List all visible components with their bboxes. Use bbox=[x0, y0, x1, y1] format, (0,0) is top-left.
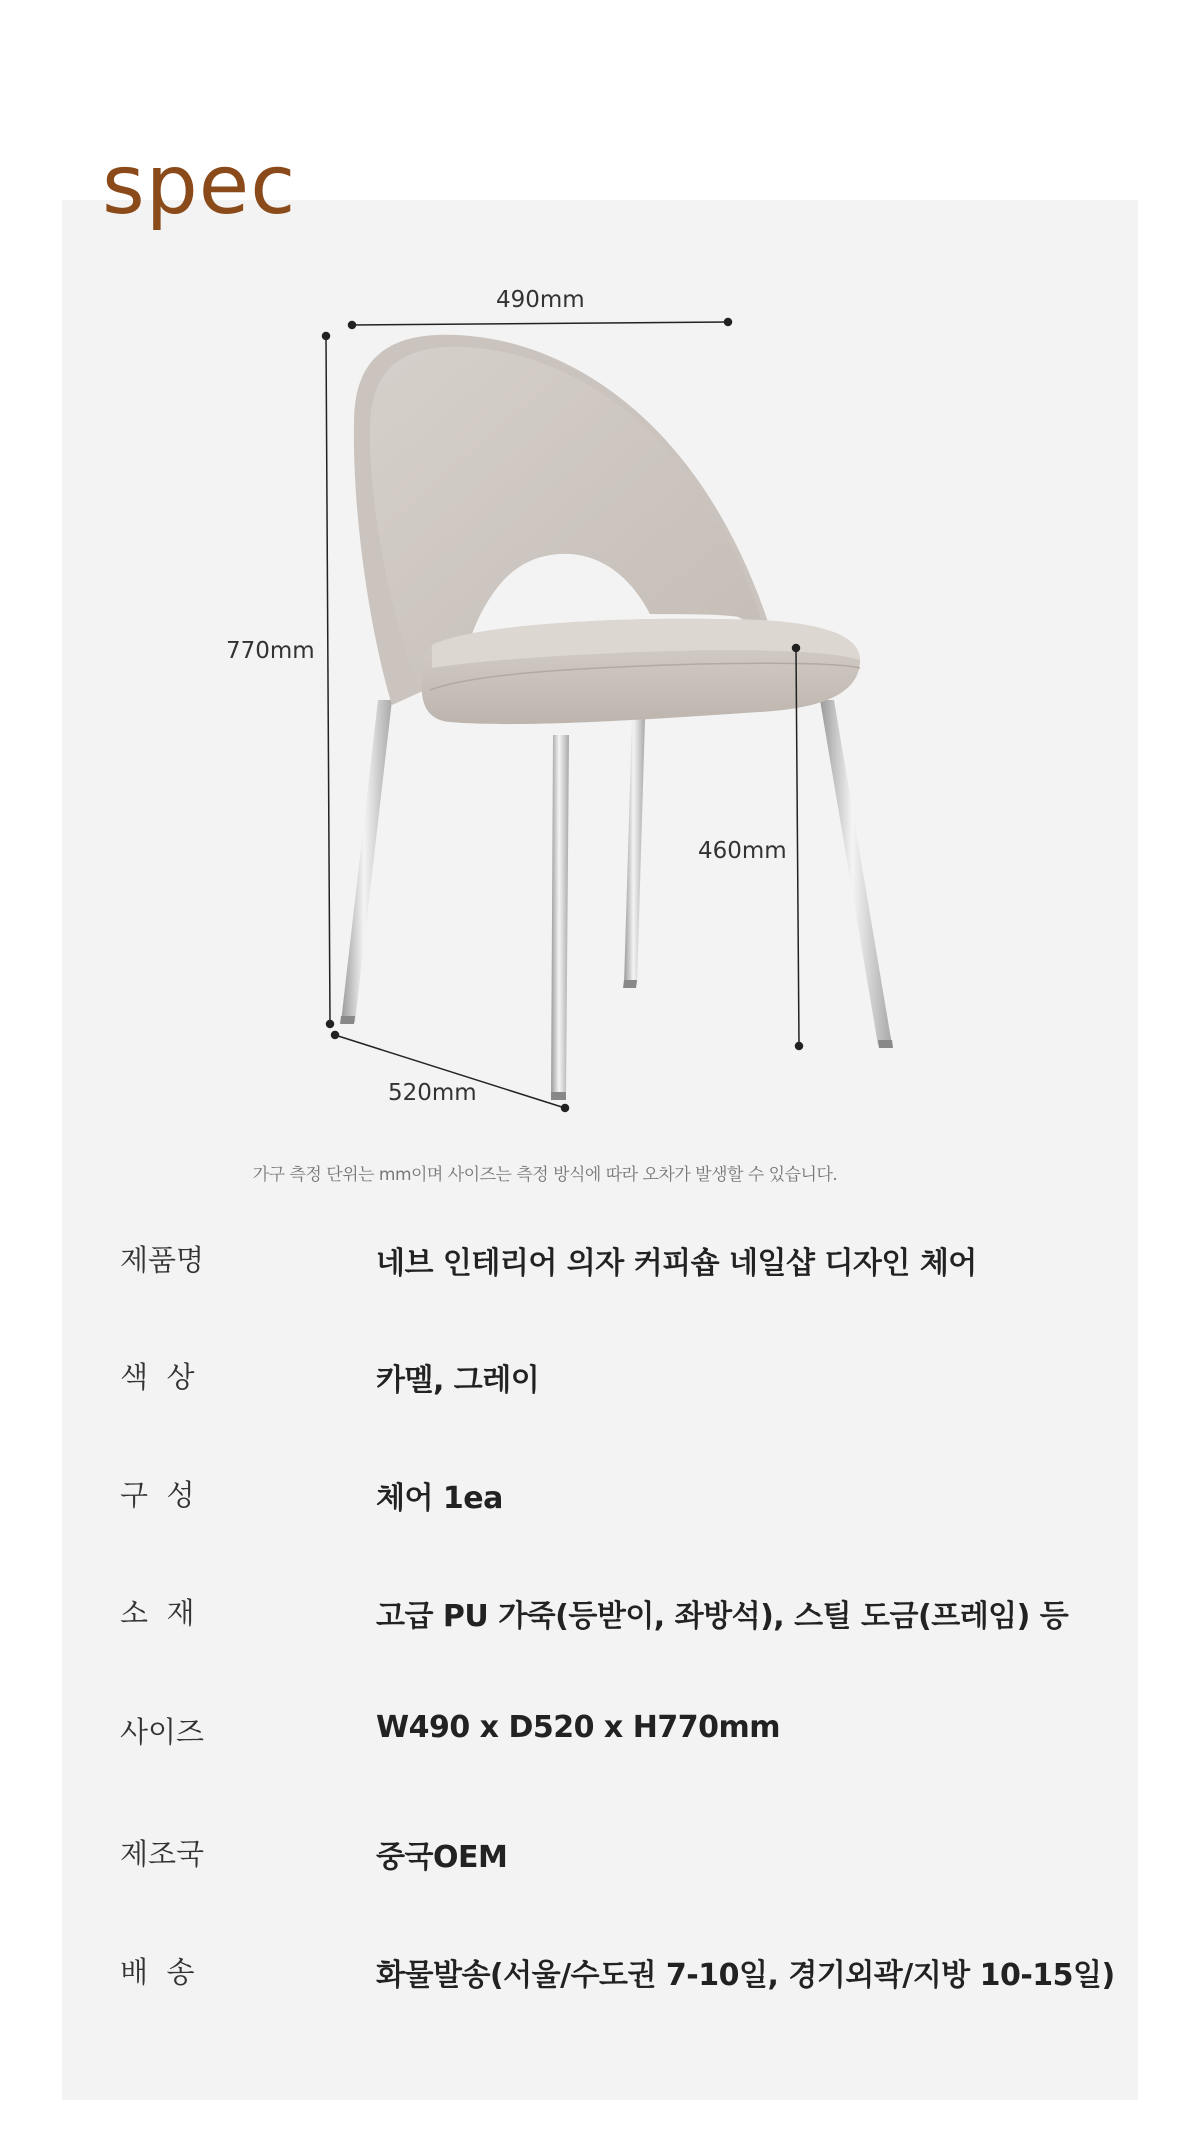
spec-label: 제조국 bbox=[120, 1837, 205, 1871]
spec-label: 색 상 bbox=[120, 1360, 195, 1394]
spec-row-delivery bbox=[0, 1950, 1200, 1993]
spec-row-size bbox=[0, 1710, 1200, 1750]
spec-row-color bbox=[0, 1355, 1200, 1398]
depth-dimension-label: 520mm bbox=[388, 1080, 477, 1106]
spec-label: 소 재 bbox=[120, 1596, 195, 1630]
chair-image bbox=[340, 335, 893, 1100]
spec-value: 중국OEM bbox=[376, 1840, 508, 1875]
spec-label: 구 성 bbox=[120, 1478, 195, 1512]
spec-value: W490 x D520 x H770mm bbox=[376, 1710, 780, 1745]
measurement-note: 가구 측정 단위는 mm이며 사이즈는 측정 방식에 따라 오차가 발생할 수 있습니다. bbox=[252, 1165, 838, 1185]
spec-row-origin bbox=[0, 1832, 1200, 1875]
seat-height-dimension-label: 460mm bbox=[698, 838, 787, 864]
spec-value: 네브 인테리어 의자 커피숍 네일샵 디자인 체어 bbox=[376, 1246, 977, 1281]
spec-row-composition bbox=[0, 1473, 1200, 1516]
spec-value: 체어 1ea bbox=[376, 1481, 503, 1516]
height-dimension-label: 770mm bbox=[226, 638, 315, 664]
spec-row-product-name bbox=[0, 1238, 1200, 1281]
spec-row-material bbox=[0, 1591, 1200, 1634]
spec-label: 사이즈 bbox=[120, 1715, 205, 1749]
spec-label: 배 송 bbox=[120, 1955, 195, 1989]
spec-value: 화물발송(서울/수도권 7-10일, 경기외곽/지방 10-15일) bbox=[376, 1958, 1115, 1993]
width-dimension-label: 490mm bbox=[496, 287, 585, 313]
spec-value: 고급 PU 가죽(등받이, 좌방석), 스틸 도금(프레임) 등 bbox=[376, 1599, 1069, 1634]
spec-heading: spec bbox=[102, 138, 297, 233]
spec-value: 카멜, 그레이 bbox=[376, 1363, 540, 1398]
spec-label: 제품명 bbox=[120, 1243, 205, 1277]
